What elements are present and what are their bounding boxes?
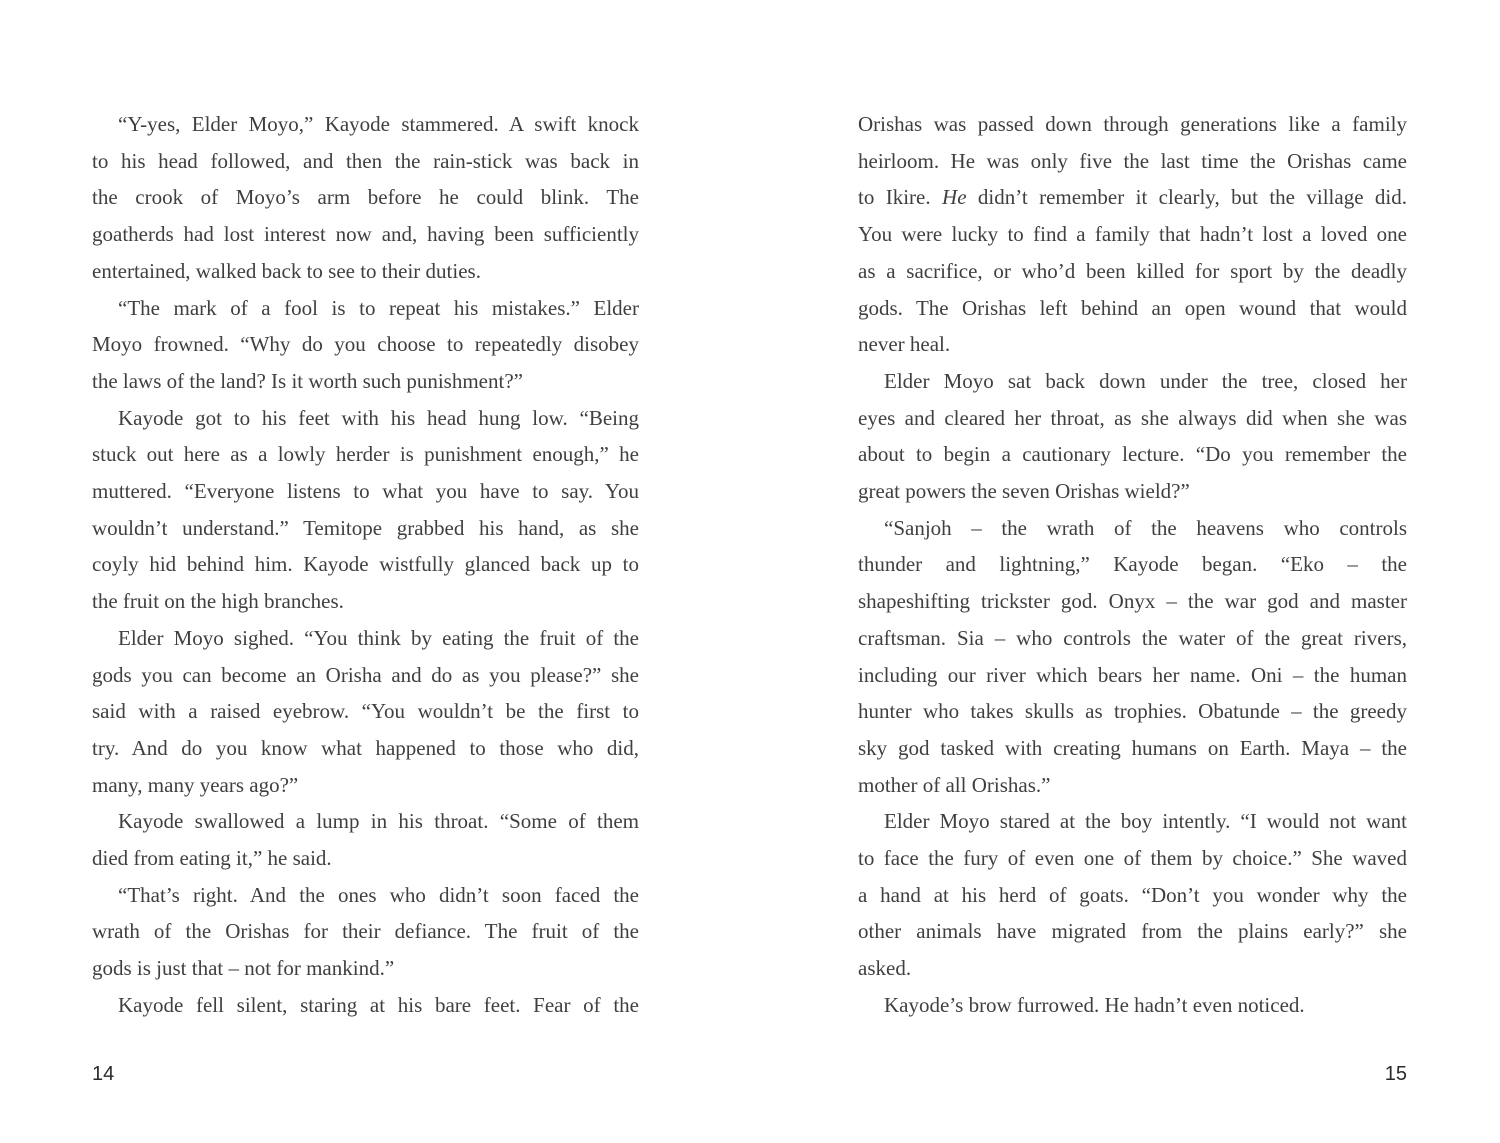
text-line: Moyo frowned. “Why do you choose to repeatedly disobey — [92, 332, 639, 357]
paragraph — [92, 106, 639, 290]
text-line: thunder and lightning,” Kayode began. “Eko – the — [858, 552, 1407, 577]
text-line: hunter who takes skulls as trophies. Obatunde – the greedy — [858, 699, 1407, 724]
text-line: coyly hid behind him. Kayode wistfully glanced back up to — [92, 552, 639, 577]
text-line: many, many years ago?” — [92, 772, 299, 797]
text-line: craftsman. Sia – who controls the water of the great rivers, — [858, 625, 1407, 650]
paragraph — [92, 987, 639, 1024]
paragraph — [858, 803, 1407, 987]
text-line: the fruit on the high branches. — [92, 589, 344, 614]
text-line: Elder Moyo stared at the boy intently. “I would not want — [884, 809, 1407, 834]
text-line: to face the fury of even one of them by choice.” She waved — [858, 846, 1407, 871]
text-line: entertained, walked back to see to their duties. — [92, 258, 481, 283]
text-line: Kayode fell silent, staring at his bare feet. Fear of the — [118, 992, 639, 1017]
text-line: the laws of the land? Is it worth such punishment?” — [92, 368, 523, 393]
text-line: great powers the seven Orishas wield?” — [858, 479, 1190, 504]
text-line: gods you can become an Orisha and do as you please?” she — [92, 662, 639, 687]
page-number: 15 — [1384, 1063, 1407, 1085]
text-line: wrath of the Orishas for their defiance. The fruit of the — [92, 919, 639, 944]
text-line: Orishas was passed down through generations like a family — [858, 112, 1407, 136]
text-line — [858, 179, 1407, 216]
page-number: 14 — [92, 1063, 115, 1085]
text-line: about to begin a cautionary lecture. “Do you remember the — [858, 442, 1407, 467]
text-line: gods is just that – not for mankind.” — [92, 956, 395, 981]
text-line: heirloom. He was only five the last time the Orishas came — [858, 148, 1407, 173]
italic-text: He — [942, 185, 967, 210]
paragraph — [858, 987, 1407, 1024]
text-line: a hand at his herd of goats. “Don’t you wonder why the — [858, 882, 1407, 907]
text-line: gods. The Orishas left behind an open wound that would — [858, 295, 1407, 320]
text-line: Kayode swallowed a lump in his throat. “Some of them — [118, 809, 639, 834]
right-page-text — [858, 106, 1407, 1024]
text-line: the crook of Moyo’s arm before he could blink. The — [92, 185, 639, 210]
text-line: mother of all Orishas.” — [858, 772, 1051, 797]
paragraph — [858, 106, 1407, 363]
text-line: other animals have migrated from the plains early?” she — [858, 919, 1407, 944]
text-line: “The mark of a fool is to repeat his mistakes.” Elder — [118, 295, 639, 320]
text-line: Elder Moyo sat back down under the tree, closed her — [884, 368, 1407, 393]
text-line: died from eating it,” he said. — [92, 846, 332, 871]
text-line: Elder Moyo sighed. “You think by eating the fruit of the — [118, 625, 639, 650]
text-run: to Ikire. — [858, 185, 943, 210]
paragraph — [92, 877, 639, 987]
text-line: said with a raised eyebrow. “You wouldn’t be the first to — [92, 699, 639, 724]
text-line: shapeshifting trickster god. Onyx – the war god and master — [858, 589, 1407, 614]
text-line: asked. — [858, 956, 912, 981]
text-line: stuck out here as a lowly herder is punishment enough,” he — [92, 442, 639, 467]
text-line: eyes and cleared her throat, as she always did when she was — [858, 405, 1407, 430]
text-line: “That’s right. And the ones who didn’t soon faced the — [118, 882, 639, 907]
left-page-text — [92, 106, 639, 1024]
text-line: as a sacrifice, or who’d been killed for sport by the deadly — [858, 258, 1407, 283]
paragraph — [92, 620, 639, 804]
text-line: “Sanjoh – the wrath of the heavens who controls — [884, 515, 1407, 540]
text-line: goatherds had lost interest now and, having been sufficiently — [92, 222, 639, 247]
text-line: try. And do you know what happened to those who did, — [92, 735, 639, 760]
text-line: including our river which bears her name. Oni – the human — [858, 662, 1407, 687]
text-run: didn’t remember it clearly, but the village did. — [966, 185, 1407, 210]
paragraph — [92, 400, 639, 620]
text-line: muttered. “Everyone listens to what you have to say. You — [92, 479, 639, 504]
text-line: sky god tasked with creating humans on Earth. Maya – the — [858, 735, 1407, 760]
paragraph — [92, 803, 639, 876]
paragraph — [92, 290, 639, 400]
paragraph — [858, 363, 1407, 510]
text-line: Kayode got to his feet with his head hung low. “Being — [118, 405, 639, 430]
text-line: “Y-yes, Elder Moyo,” Kayode stammered. A swift knock — [118, 112, 639, 136]
text-line: to his head followed, and then the rain-stick was back in — [92, 148, 639, 173]
text-line: Kayode’s brow furrowed. He hadn’t even noticed. — [884, 992, 1305, 1017]
text-line: You were lucky to find a family that hadn’t lost a loved one — [858, 222, 1407, 247]
text-line: never heal. — [858, 332, 951, 357]
text-line: wouldn’t understand.” Temitope grabbed his hand, as she — [92, 515, 639, 540]
paragraph — [858, 510, 1407, 804]
